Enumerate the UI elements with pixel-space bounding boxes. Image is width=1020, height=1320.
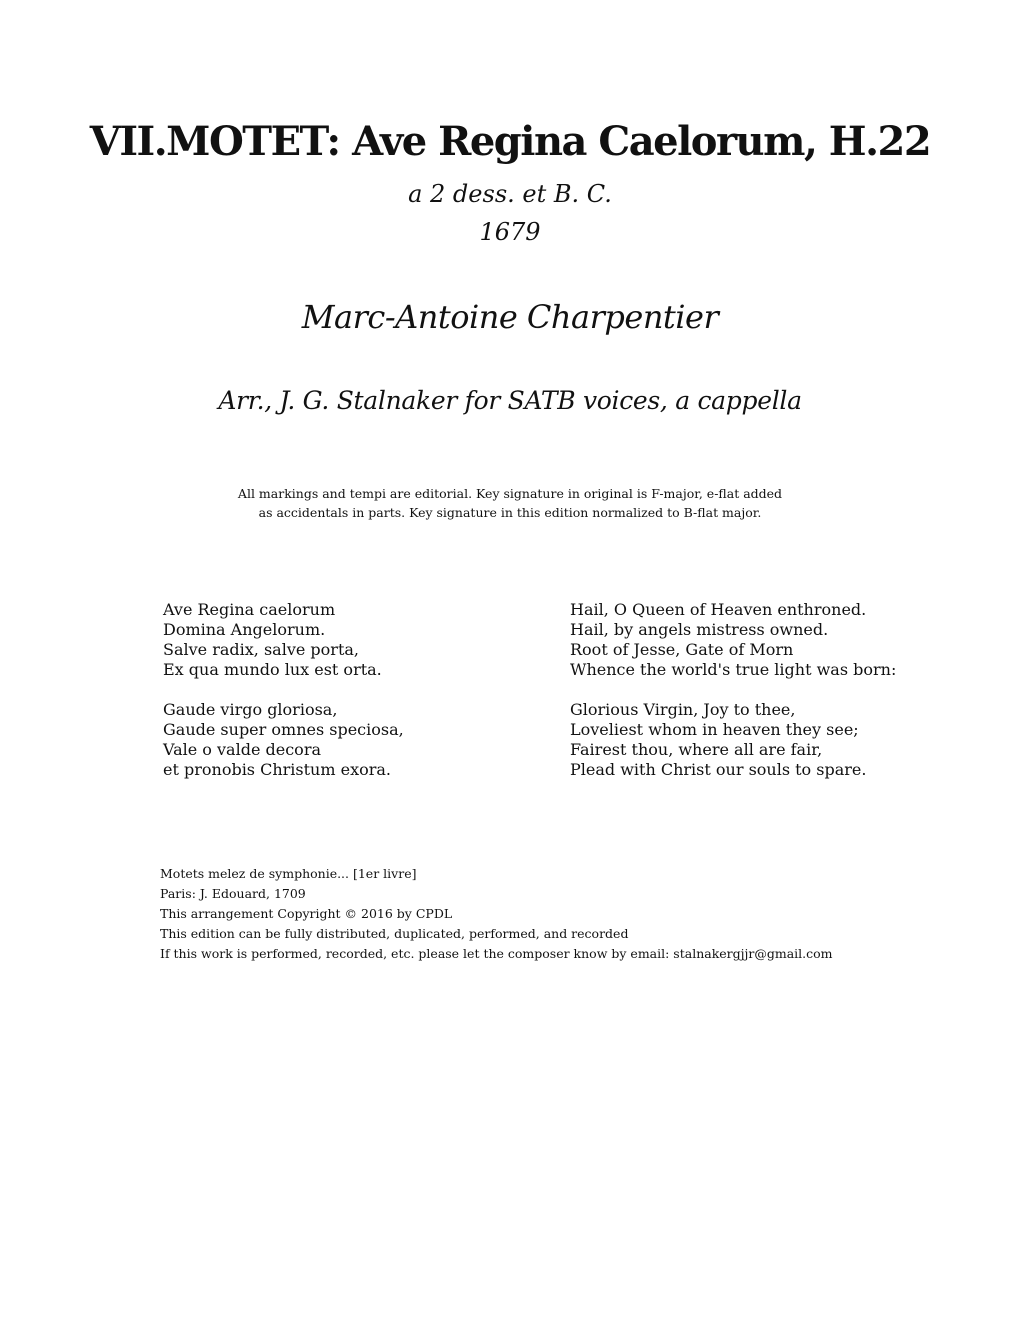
year: 1679 <box>479 218 541 246</box>
lyric-line: Domina Angelorum. <box>163 620 326 639</box>
source-line: Paris: J. Edouard, 1709 <box>160 886 306 901</box>
lyric-line: Vale o valde decora <box>163 740 321 759</box>
copyright-line: This arrangement Copyright © 2016 by CPDL <box>160 906 453 921</box>
translation-line: Whence the world's true light was born: <box>570 660 897 679</box>
source-line: Motets melez de symphonie... [1er livre] <box>160 866 417 881</box>
contact-line: If this work is performed, recorded, etc. please let the composer know by email: stalnakergjjr@gmail.com <box>160 946 833 961</box>
translation-line: Plead with Christ our souls to spare. <box>570 760 867 779</box>
lyric-line: Ex qua mundo lux est orta. <box>163 660 382 679</box>
editorial-note <box>0 484 1020 522</box>
license-line: This edition can be fully distributed, duplicated, performed, and recorded <box>160 926 629 941</box>
composer-name: Marc-Antoine Charpentier <box>301 298 719 336</box>
latin-lyrics <box>163 600 404 780</box>
latin-stanza <box>163 600 404 680</box>
translation-line: Hail, by angels mistress owned. <box>570 620 829 639</box>
translation-line: Fairest thou, where all are fair, <box>570 740 823 759</box>
latin-stanza <box>163 700 404 780</box>
translation-line: Root of Jesse, Gate of Morn <box>570 640 794 659</box>
english-stanza <box>570 600 896 680</box>
lyric-line: Salve radix, salve porta, <box>163 640 359 659</box>
editorial-note-line: as accidentals in parts. Key signature in this edition normalized to B-flat major. <box>258 505 762 520</box>
english-translation <box>570 600 896 780</box>
lyric-line: et pronobis Christum exora. <box>163 760 392 779</box>
lyric-line: Gaude virgo gloriosa, <box>163 700 338 719</box>
arranger-credit: Arr., J. G. Stalnaker for SATB voices, a cappella <box>218 386 802 415</box>
editorial-note-line: All markings and tempi are editorial. Key signature in original is F-major, e-flat added <box>237 486 783 501</box>
lyric-line: Ave Regina caelorum <box>163 600 336 619</box>
lyric-line: Gaude super omnes speciosa, <box>163 720 404 739</box>
translation-line: Hail, O Queen of Heaven enthroned. <box>570 600 867 619</box>
page-title: VII.MOTET: Ave Regina Caelorum, H.22 <box>89 118 931 165</box>
translation-line: Glorious Virgin, Joy to thee, <box>570 700 796 719</box>
translation-line: Loveliest whom in heaven they see; <box>570 720 859 739</box>
subtitle: a 2 dess. et B. C. <box>408 180 612 208</box>
source-info <box>160 864 833 964</box>
english-stanza <box>570 700 896 780</box>
